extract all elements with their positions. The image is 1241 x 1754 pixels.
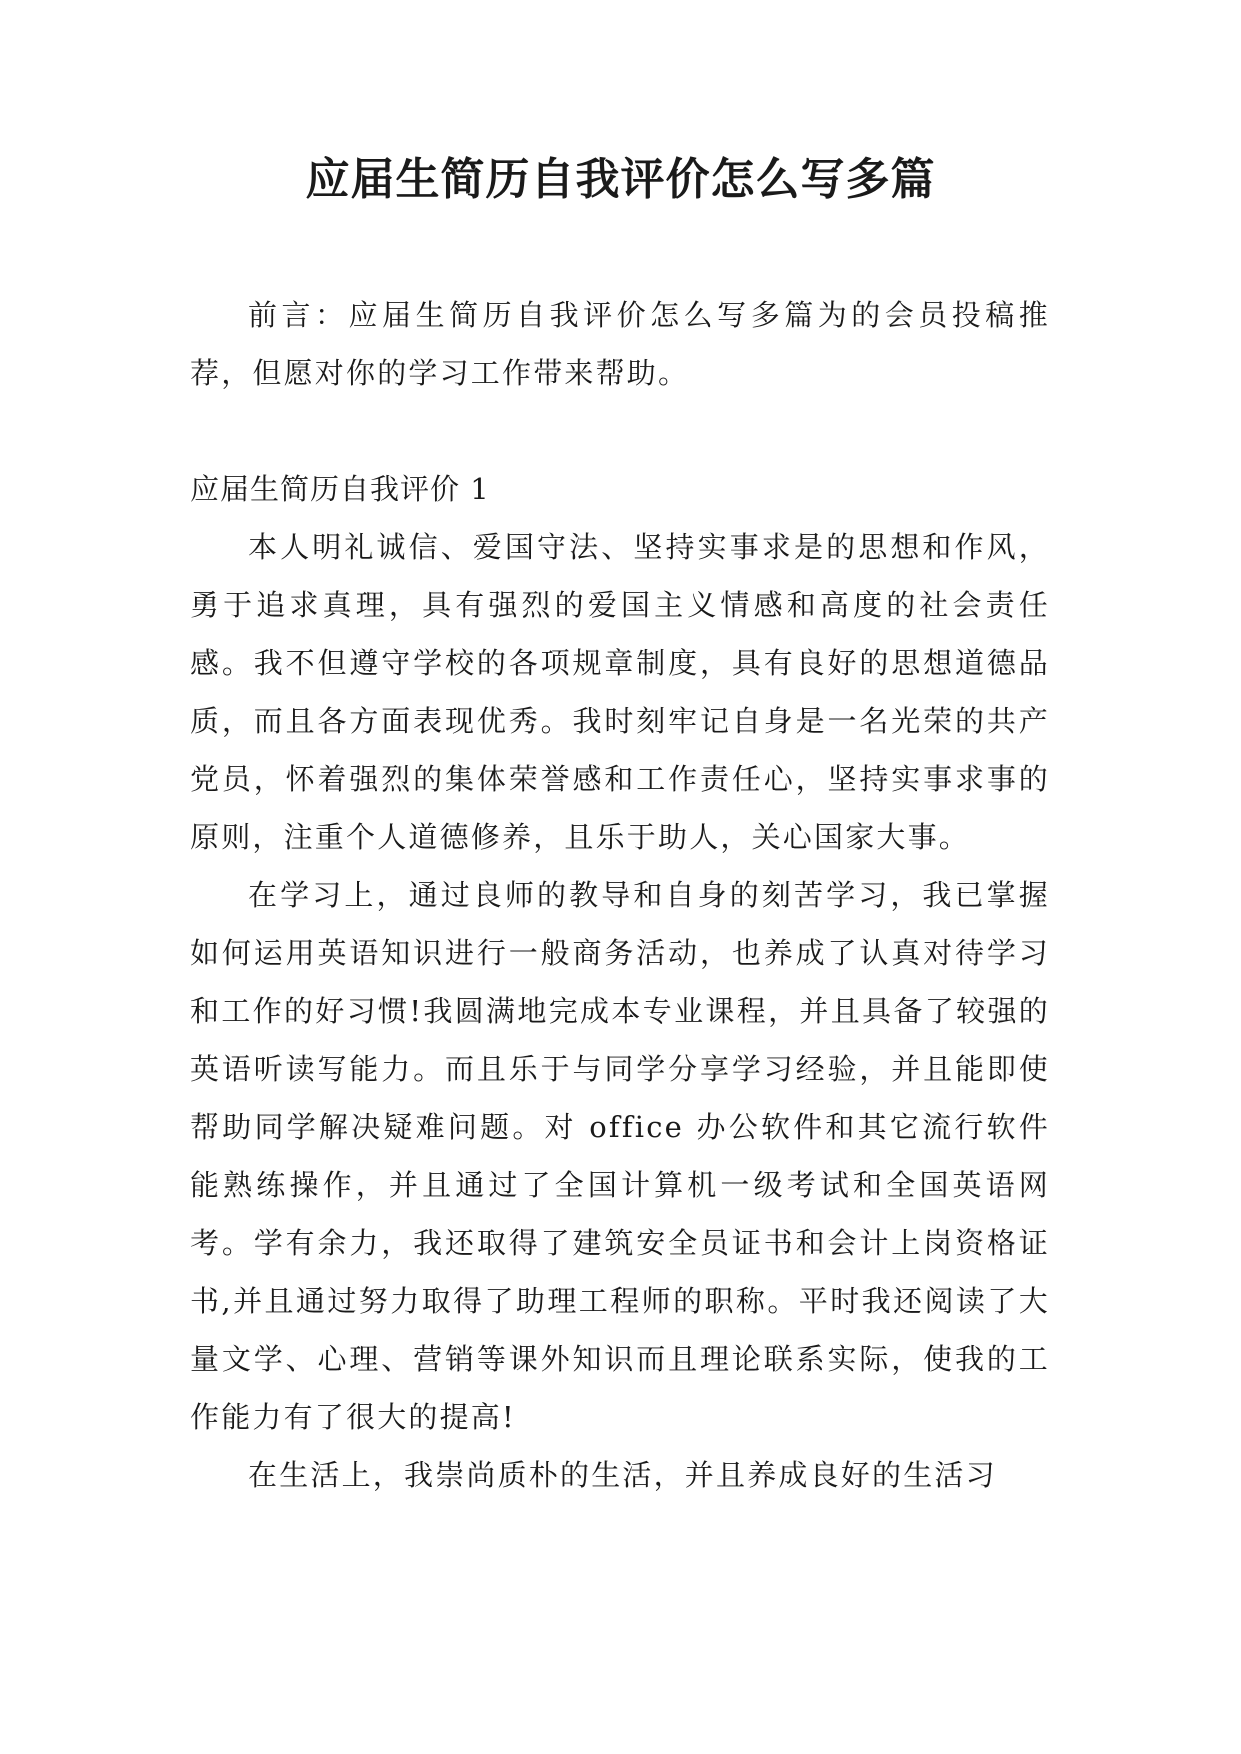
preface-paragraph: 前言：应届生简历自我评价怎么写多篇为的会员投稿推荐，但愿对你的学习工作带来帮助。 bbox=[190, 298, 1050, 390]
document-title: 应届生简历自我评价怎么写多篇 bbox=[305, 154, 936, 205]
paragraph-3: 在生活上，我崇尚质朴的生活，并且养成良好的生活习 bbox=[248, 1458, 997, 1492]
paragraph-2: 在学习上，通过良师的教导和自身的刻苦学习，我已掌握如何运用英语知识进行一般商务活动，也养成了认真对待学习和工作的好习惯!我圆满地完成本专业课程，并且具备了较强的英语听读写能力。而且乐于与同学分享学习经验，并且能即使帮助同学解决疑难问题。对 office 办公软件和其它流行软件能熟练操作，并且通过了全国计算机一级考试和全国英语网考。学有余力，我还取得了建筑安全员证书和会计上岗资格证书,并且通过努力取得了助理工程师的职称。平时我还阅读了大量文学、心理、营销等课外知识而且理论联系实际，使我的工作能力有了很大的提高! bbox=[190, 878, 1050, 1434]
paragraph-1: 本人明礼诚信、爱国守法、坚持实事求是的思想和作风，勇于追求真理，具有强烈的爱国主义情感和高度的社会责任感。我不但遵守学校的各项规章制度，具有良好的思想道德品质，而且各方面表现优秀。我时刻牢记自身是一名光荣的共产党员，怀着强烈的集体荣誉感和工作责任心，坚持实事求事的原则，注重个人道德修养，且乐于助人，关心国家大事。 bbox=[190, 530, 1050, 854]
preface-block bbox=[190, 286, 1050, 402]
section-heading: 应届生简历自我评价 1 bbox=[190, 472, 490, 506]
section-1 bbox=[190, 460, 1050, 1504]
